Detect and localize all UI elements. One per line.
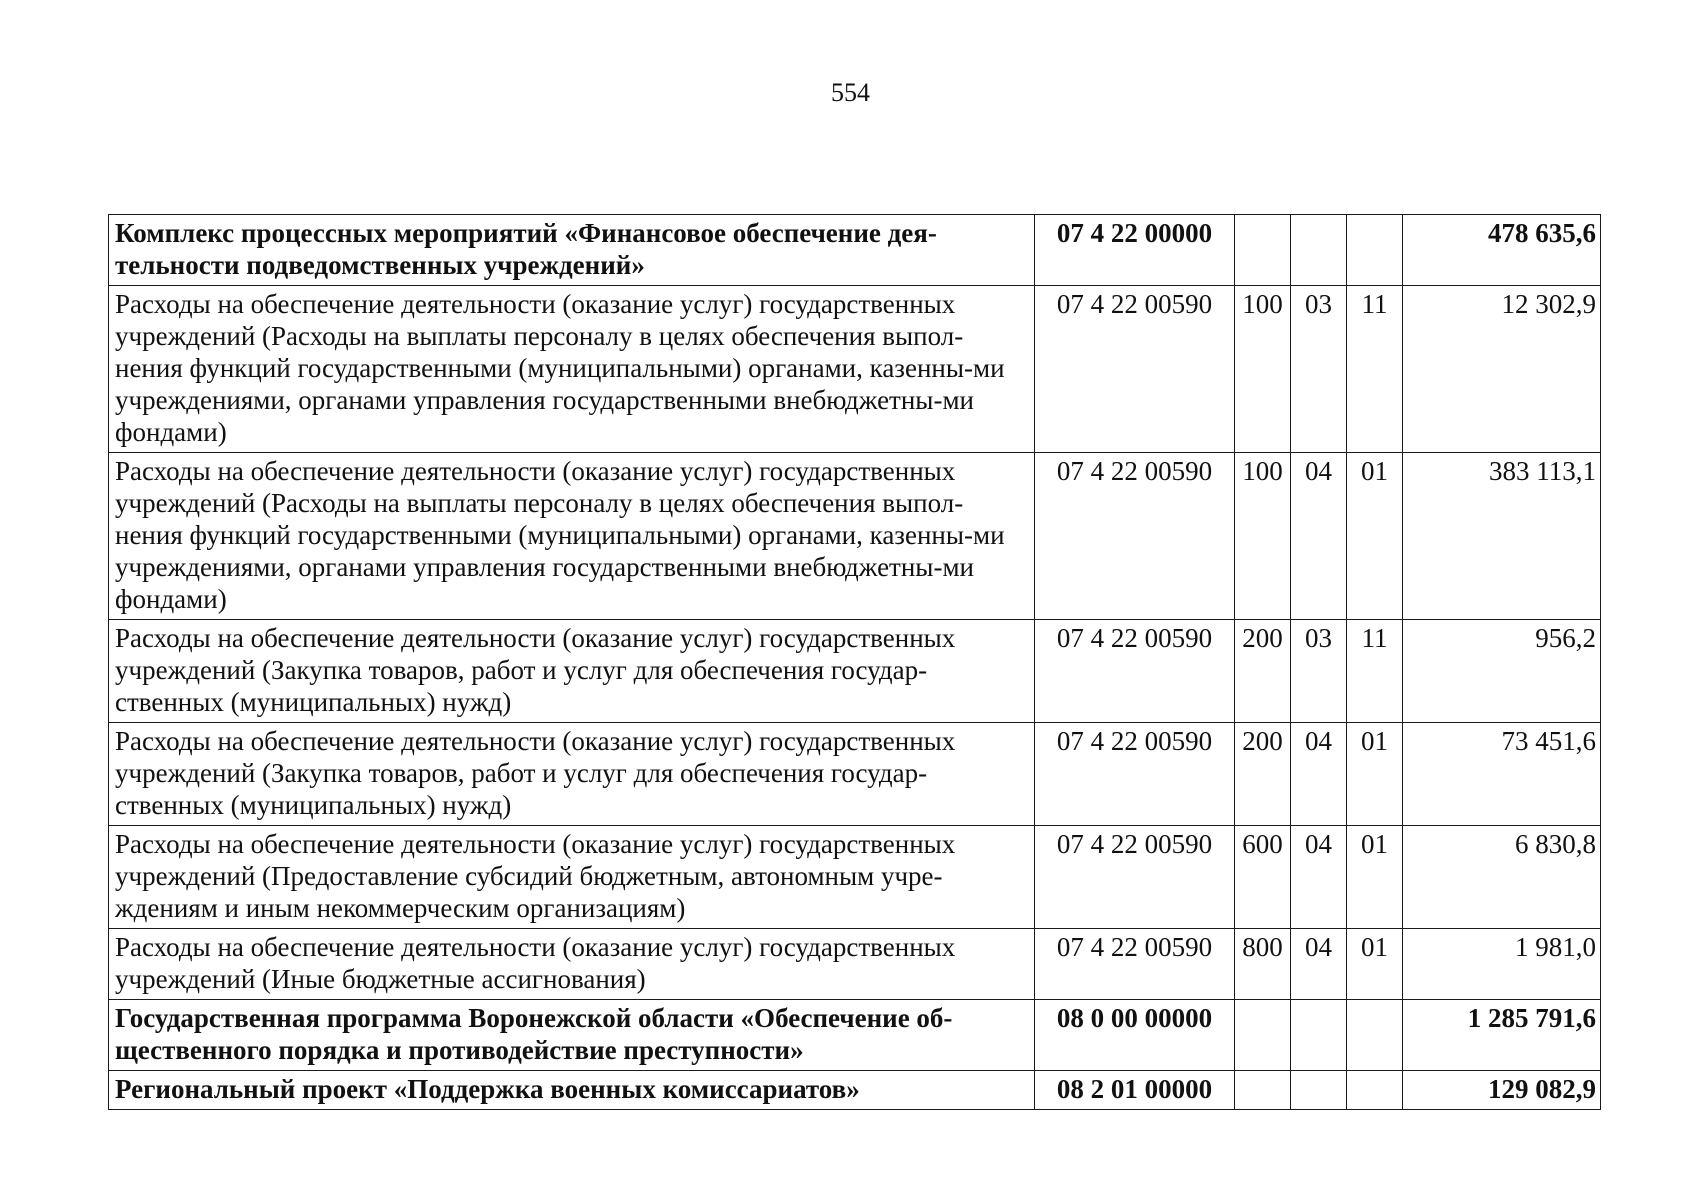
target-article-code: 07 4 22 00590 [1035, 929, 1235, 1000]
section-code: 03 [1291, 286, 1347, 453]
item-name: Расходы на обеспечение деятельности (оказание услуг) государственных учреждений (Расходы на выплаты персоналу в целях обеспечения выпол-нения функций государственными (муниципальными) органами, казенны-ми учреждениями, органами управления государственными внебюджетны-ми фондами) [109, 286, 1035, 453]
target-article-code: 07 4 22 00590 [1035, 826, 1235, 929]
target-article-code: 07 4 22 00590 [1035, 620, 1235, 723]
target-article-code: 08 0 00 00000 [1035, 1000, 1235, 1071]
item-name: Расходы на обеспечение деятельности (оказание услуг) государственных учреждений (Расходы на выплаты персоналу в целях обеспечения выпол-нения функций государственными (муниципальными) органами, казенны-ми учреждениями, органами управления государственными внебюджетны-ми фондами) [109, 453, 1035, 620]
expense-type-code: 800 [1235, 929, 1291, 1000]
subsection-code: 01 [1347, 826, 1403, 929]
amount: 73 451,6 [1403, 723, 1601, 826]
item-name: Комплекс процессных мероприятий «Финансовое обеспечение дея-тельности подведомственных учреждений» [109, 215, 1035, 286]
item-name: Государственная программа Воронежской области «Обеспечение об-щественного порядка и противодействие преступности» [109, 1000, 1035, 1071]
subsection-code: 11 [1347, 620, 1403, 723]
section-code: 04 [1291, 929, 1347, 1000]
item-name: Расходы на обеспечение деятельности (оказание услуг) государственных учреждений (Закупка товаров, работ и услуг для обеспечения государ-ственных (муниципальных) нужд) [109, 620, 1035, 723]
expense-type-code [1235, 215, 1291, 286]
amount: 6 830,8 [1403, 826, 1601, 929]
amount: 12 302,9 [1403, 286, 1601, 453]
expense-type-code: 200 [1235, 620, 1291, 723]
expense-type-code [1235, 1000, 1291, 1071]
table-row [109, 1000, 1601, 1071]
subsection-code: 01 [1347, 723, 1403, 826]
section-code: 04 [1291, 453, 1347, 620]
subsection-code [1347, 1000, 1403, 1071]
table-row [109, 826, 1601, 929]
table-row [109, 453, 1601, 620]
amount: 478 635,6 [1403, 215, 1601, 286]
item-name: Расходы на обеспечение деятельности (оказание услуг) государственных учреждений (Предоставление субсидий бюджетным, автономным учре-ждениям и иным некоммерческим организациям) [109, 826, 1035, 929]
subsection-code [1347, 1071, 1403, 1110]
item-name: Региональный проект «Поддержка военных комиссариатов» [109, 1071, 1035, 1110]
expense-type-code: 200 [1235, 723, 1291, 826]
expense-type-code: 100 [1235, 286, 1291, 453]
target-article-code: 07 4 22 00590 [1035, 723, 1235, 826]
target-article-code: 07 4 22 00590 [1035, 453, 1235, 620]
subsection-code [1347, 215, 1403, 286]
section-code [1291, 1071, 1347, 1110]
subsection-code: 01 [1347, 929, 1403, 1000]
target-article-code: 07 4 22 00000 [1035, 215, 1235, 286]
subsection-code: 01 [1347, 453, 1403, 620]
amount: 129 082,9 [1403, 1071, 1601, 1110]
section-code [1291, 215, 1347, 286]
expense-type-code: 600 [1235, 826, 1291, 929]
table-row [109, 286, 1601, 453]
expense-type-code [1235, 1071, 1291, 1110]
section-code: 04 [1291, 826, 1347, 929]
table-row [109, 723, 1601, 826]
table-row [109, 929, 1601, 1000]
section-code: 04 [1291, 723, 1347, 826]
amount: 1 285 791,6 [1403, 1000, 1601, 1071]
section-code [1291, 1000, 1347, 1071]
page-number: 554 [831, 78, 870, 107]
item-name: Расходы на обеспечение деятельности (оказание услуг) государственных учреждений (Закупка товаров, работ и услуг для обеспечения государ-ственных (муниципальных) нужд) [109, 723, 1035, 826]
expense-type-code: 100 [1235, 453, 1291, 620]
table-row [109, 1071, 1601, 1110]
amount: 1 981,0 [1403, 929, 1601, 1000]
target-article-code: 07 4 22 00590 [1035, 286, 1235, 453]
target-article-code: 08 2 01 00000 [1035, 1071, 1235, 1110]
subsection-code: 11 [1347, 286, 1403, 453]
amount: 383 113,1 [1403, 453, 1601, 620]
section-code: 03 [1291, 620, 1347, 723]
table-row [109, 620, 1601, 723]
amount: 956,2 [1403, 620, 1601, 723]
table-row [109, 215, 1601, 286]
item-name: Расходы на обеспечение деятельности (оказание услуг) государственных учреждений (Иные бюджетные ассигнования) [109, 929, 1035, 1000]
budget-table [108, 214, 1601, 1110]
